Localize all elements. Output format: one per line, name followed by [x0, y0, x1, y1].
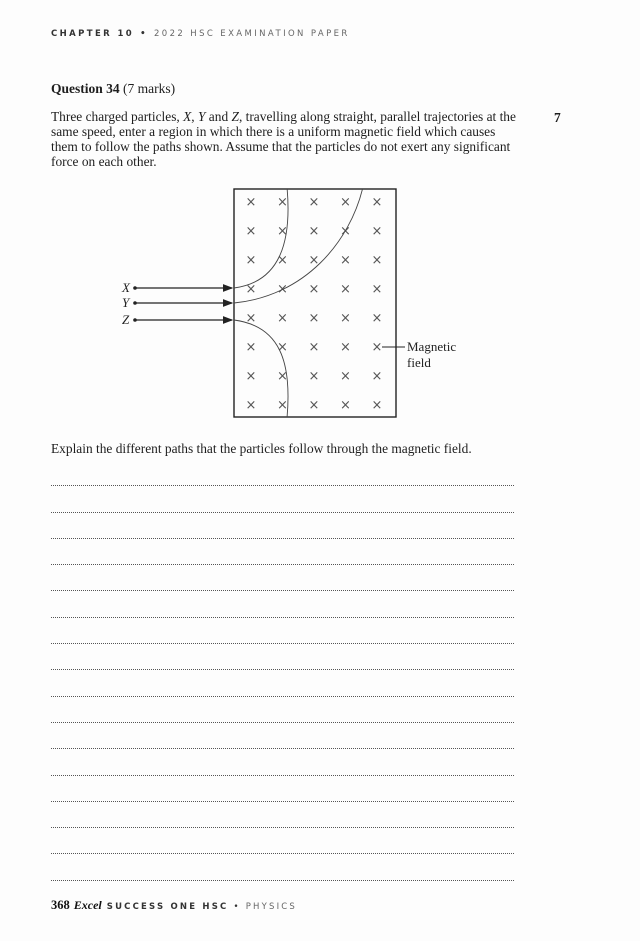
series-label: SUCCESS ONE HSC: [106, 902, 229, 912]
marks-margin-value: 7: [554, 110, 561, 125]
field-cross: ×: [245, 340, 257, 355]
field-cross: ×: [308, 340, 320, 355]
subject-label: PHYSICS: [245, 902, 298, 912]
field-cross: ×: [277, 369, 288, 384]
question-title: [51, 81, 175, 97]
field-cross: ×: [245, 253, 257, 268]
field-cross: ×: [371, 340, 383, 355]
field-cross: ×: [371, 195, 383, 210]
running-header: [51, 29, 350, 39]
answer-line[interactable]: [51, 597, 514, 623]
source-dot-y: [133, 301, 137, 305]
field-cross: ×: [245, 398, 257, 413]
field-cross: ×: [277, 253, 288, 268]
field-crosses: [246, 195, 383, 413]
brand-logo: Excel: [73, 898, 102, 912]
answer-line[interactable]: [51, 834, 514, 860]
field-cross: ×: [340, 282, 351, 297]
running-footer: [51, 898, 297, 913]
field-label-line2: field: [407, 355, 431, 370]
answer-line[interactable]: [51, 782, 514, 808]
field-cross: ×: [371, 369, 383, 384]
field-cross: ×: [277, 195, 288, 210]
footer-separator: •: [233, 902, 241, 912]
field-cross: ×: [245, 311, 257, 326]
question-marks: (7 marks): [123, 81, 176, 96]
question-intro: [51, 109, 523, 169]
field-cross: ×: [340, 253, 351, 268]
intro-particle-x: X: [183, 109, 192, 124]
intro-text: and: [205, 109, 232, 124]
field-cross: ×: [340, 311, 351, 326]
field-cross: ×: [340, 398, 351, 413]
field-cross: ×: [308, 224, 320, 239]
field-cross: ×: [340, 224, 351, 239]
answer-line[interactable]: [51, 755, 514, 781]
chapter-label: CHAPTER 10: [51, 29, 135, 39]
field-cross: ×: [371, 398, 383, 413]
field-cross: ×: [308, 311, 320, 326]
intro-particle-y: Y: [198, 109, 206, 124]
question-number: Question 34: [51, 81, 120, 96]
field-cross: ×: [371, 224, 383, 239]
answer-line[interactable]: [51, 571, 514, 597]
field-cross: ×: [277, 282, 288, 297]
field-cross: ×: [308, 253, 320, 268]
answer-line[interactable]: [51, 492, 514, 518]
intro-text: ,: [191, 109, 198, 124]
answer-line[interactable]: [51, 650, 514, 676]
answer-line[interactable]: [51, 729, 514, 755]
paper-label: 2022 HSC EXAMINATION PAPER: [153, 29, 350, 39]
field-cross: ×: [340, 340, 351, 355]
answer-lines[interactable]: [51, 466, 514, 887]
answer-line[interactable]: [51, 545, 514, 571]
source-dot-z: [133, 318, 137, 322]
field-cross: ×: [277, 398, 288, 413]
field-cross: ×: [371, 311, 383, 326]
field-label-line1: Magnetic: [407, 339, 457, 354]
field-cross: ×: [371, 253, 383, 268]
field-cross: ×: [277, 340, 288, 355]
intro-particle-z: Z: [231, 109, 239, 124]
field-cross: ×: [245, 369, 257, 384]
intro-text: Three charged particles,: [51, 109, 184, 124]
answer-line[interactable]: [51, 808, 514, 834]
field-cross: ×: [340, 195, 351, 210]
label-z: Z: [122, 312, 130, 327]
field-cross: ×: [245, 224, 257, 239]
label-y: Y: [122, 295, 130, 310]
answer-line[interactable]: [51, 624, 514, 650]
intro-text: , travelling along straight, parallel trajectories at the same speed, enter a region in which there is a uniform magnetic field which causes them to follow the paths shown. Assume that the particles do not exert any significant force on each other.: [51, 109, 516, 169]
field-cross: ×: [371, 282, 383, 297]
field-cross: ×: [340, 369, 351, 384]
field-cross: ×: [308, 398, 320, 413]
field-cross: ×: [245, 195, 257, 210]
magnetic-field-diagram: [100, 182, 480, 427]
answer-line[interactable]: [51, 860, 514, 886]
field-cross: ×: [277, 311, 288, 326]
page-number: 368: [51, 898, 70, 912]
header-separator: •: [140, 29, 148, 39]
field-cross: ×: [308, 195, 320, 210]
source-dot-x: [133, 286, 137, 290]
field-cross: ×: [277, 224, 288, 239]
answer-line[interactable]: [51, 466, 514, 492]
label-x: X: [122, 280, 130, 295]
answer-line[interactable]: [51, 703, 514, 729]
answer-line[interactable]: [51, 676, 514, 702]
field-cross: ×: [308, 282, 320, 297]
field-cross: ×: [245, 282, 257, 297]
answer-line[interactable]: [51, 519, 514, 545]
field-cross: ×: [308, 369, 320, 384]
question-task: Explain the different paths that the particles follow through the magnetic field.: [51, 441, 472, 456]
